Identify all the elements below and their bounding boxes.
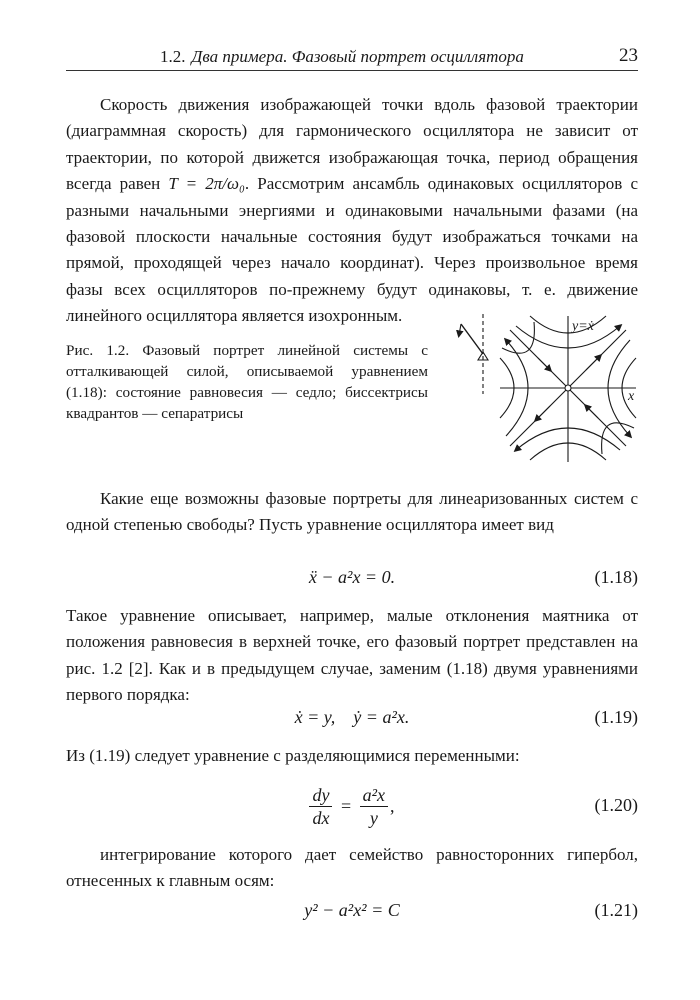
- period-formula: T = 2π/ω₀: [168, 174, 245, 194]
- fraction-y: y: [369, 808, 378, 828]
- equation-1-20: [66, 784, 638, 830]
- running-header: [66, 45, 638, 69]
- equation-1-19-expr: ẋ = y, ẏ = a²x.: [294, 707, 410, 727]
- page-number: 23: [619, 45, 638, 66]
- fraction-a2x: a²x: [360, 784, 388, 807]
- equation-1-21: [66, 900, 638, 928]
- equation-comma: ,: [390, 796, 395, 816]
- paragraph-pendulum: Такое уравнение описывает, например, малые отклонения маятника от положения равновесия в верхней точке, его фазовый портрет представлен на рис. 1.2 [2]. Как и в предыдущем случае, заменим (1.18) двумя уравнениями первого порядка:: [66, 606, 638, 705]
- header-section: [160, 47, 524, 67]
- separatrix-arrow-out-2: [536, 406, 550, 420]
- fraction-dx: dx: [312, 808, 330, 828]
- pendulum-rod: [461, 324, 483, 354]
- equation-1-21-number: (1.21): [594, 900, 638, 920]
- paragraph-separable: Из (1.19) следует уравнение с разделяющимися переменными:: [66, 746, 520, 765]
- pendulum-tilt-arrow: [459, 324, 461, 335]
- equation-1-20-expr: [66, 784, 638, 829]
- paragraph-question: Какие еще возможны фазовые портреты для линеаризованных систем с одной степенью свободы? Пусть уравнение осциллятора имеет вид: [66, 489, 638, 535]
- fraction-dy: dy: [309, 784, 332, 807]
- y-axis-label: y=ẋ: [572, 319, 594, 334]
- separatrix-arrow-out-1: [586, 356, 600, 370]
- separatrix-arrow-in-1: [538, 358, 550, 370]
- equation-1-18: [66, 567, 638, 595]
- separatrix-arrow-in-2: [586, 406, 598, 418]
- paragraph-isochronous: [66, 92, 638, 330]
- section-number: 1.2.: [160, 47, 186, 66]
- paragraph-1-text-a: Скорость движения изображающей точки вдоль фазовой траектории (диаграммная скорость) для гармонического осциллятора не зависит от траектории, по которой движется изображающая точка, период обращения всегда равен: [66, 95, 638, 194]
- paragraph-hyperbolas: интегрирование которого дает семейство равносторонних гипербол, отнесенных к главным осям:: [66, 845, 638, 891]
- x-axis-label: x: [628, 389, 635, 404]
- saddle-phase-portrait: [446, 308, 638, 468]
- figure-caption: Рис. 1.2. Фазовый портрет линейной системы с отталкивающей силой, описываемой уравнением (1.18): состояние равновесия — седло; биссектрисы квадрантов — сепаратрисы: [66, 342, 428, 422]
- equals-sign: =: [340, 796, 352, 816]
- equation-1-19: [66, 707, 638, 735]
- equation-1-20-number: (1.20): [594, 795, 638, 815]
- section-title: Два примера. Фазовый портрет осциллятора: [191, 47, 524, 66]
- phase-portrait-figure: [446, 308, 638, 468]
- fraction-dy-dx: [309, 784, 332, 829]
- equation-1-18-number: (1.18): [594, 567, 638, 587]
- fraction-a2x-y: [360, 784, 388, 829]
- equation-1-19-number: (1.19): [594, 707, 638, 727]
- saddle-point: [565, 385, 571, 391]
- paragraph-1-text-b: . Рассмотрим ансамбль одинаковых осцилляторов с разными начальными энергиями и одинаковыми начальными фазами (на фазовой плоскости начальные состояния будут изображаться точками на прямой, проходящей через начало координат). Через произвольное время фазы всех осцилляторов по-прежнему будут одинаковы, т. е. движение линейного осциллятора является изохронным.: [66, 174, 638, 326]
- inverted-pendulum-sketch: [459, 314, 488, 394]
- equation-1-18-expr: ẍ − a²x = 0.: [308, 567, 396, 587]
- phase-plane: [500, 316, 636, 462]
- header-rule: [66, 70, 638, 71]
- equation-1-21-expr: y² − a²x² = C: [304, 900, 400, 920]
